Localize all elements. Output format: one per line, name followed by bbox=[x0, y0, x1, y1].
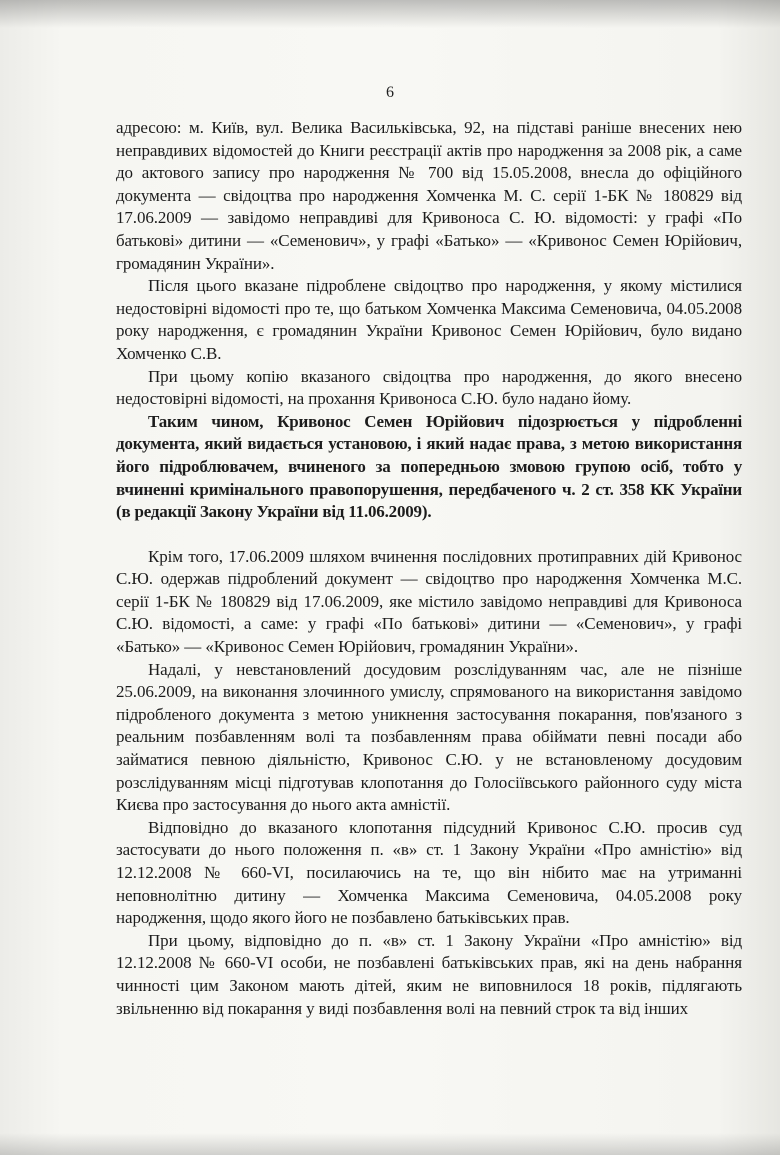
paragraph-7: Відповідно до вказаного клопотання підсудний Кривонос С.Ю. просив суд застосувати до нього положення п. «в» ст. 1 Закону України «Про амністію» від 12.12.2008 № 660-VI, посилаючись на те, що він нібито має на утриманні неповнолітню дитину — Хомченка Максима Семеновича, 04.05.2008 року народження, щодо якого його не позбавлено батьківських прав. bbox=[116, 817, 742, 928]
paragraph-conclusion-bold: Таким чином, Кривонос Семен Юрійович підозрюється у підробленні документа, який видається установою, і який надає права, з метою використання його підроблювачем, вчиненого за попередньою змовою групою осіб, тобто у вчиненні кримінального правопорушення, передбаченого ч. 2 ст. 358 КК України (в редакції Закону України від 11.06.2009). bbox=[116, 411, 742, 522]
paragraph-5: Крім того, 17.06.2009 шляхом вчинення послідовних протиправних дій Кривонос С.Ю. одержав підроблений документ — свідоцтво про народження Хомченка М.С. серії 1-БК № 180829 від 17.06.2009, яке містило завідомо неправдиві для Кривоноса С.Ю. відомості, а саме: у графі «По батькові» дитини — «Семенович», у графі «Батько» — «Кривонос Семен Юрійович, громадянин України». bbox=[116, 546, 742, 657]
document-body bbox=[116, 117, 742, 1020]
paragraph-2: Після цього вказане підроблене свідоцтво про народження, у якому містилися недостовірні відомості про те, що батьком Хомченка Максима Семеновича, 04.05.2008 року народження, є громадянин України Кривонос Семен Юрійович, було видано Хомченко С.В. bbox=[116, 276, 742, 363]
scan-shadow-top bbox=[0, 0, 780, 28]
paragraph-1: адресою: м. Київ, вул. Велика Васильківська, 92, на підставі раніше внесених нею неправдивих відомостей до Книги реєстрації актів про народження за 2008 рік, а саме до актового запису про народження № 700 від 15.05.2008, внесла до офіційного документа — свідоцтва про народження Хомченка М. С. серії 1-БК № 180829 від 17.06.2009 — завідомо неправдиві для Кривоноса С. Ю. відомості: у графі «По батькові» дитини — «Семенович», у графі «Батько» — «Кривонос Семен Юрійович, громадянин України». bbox=[116, 118, 742, 273]
page-number: 6 bbox=[386, 84, 394, 101]
paragraph-8: При цьому, відповідно до п. «в» ст. 1 Закону України «Про амністію» від 12.12.2008 № 660-VI особи, не позбавлені батьківських прав, які на день набрання чинності цим Законом мають дітей, яким не виповнилося 18 років, підлягають звільненню від покарання у виді позбавлення волі на певний строк та від інших bbox=[116, 930, 742, 1018]
scan-shadow-bottom bbox=[0, 1133, 780, 1155]
paragraph-3: При цьому копію вказаного свідоцтва про народження, до якого внесено недостовірні відомості, на прохання Кривоноса С.Ю. було надано йому. bbox=[116, 366, 742, 409]
paragraph-6: Надалі, у невстановлений досудовим розслідуванням час, але не пізніше 25.06.2009, на виконання злочинного умислу, спрямованого на використання завідомо підробленого документа з метою уникнення застосування покарання, пов'язаного з реальним позбавленням волі та позбавленням права обіймати певні посади або займатися певною діяльністю, Кривонос С.Ю. у не встановленому досудовим розслідуванням місці підготував клопотання до Голосіївського районного суду міста Києва про застосування до нього акта амністії. bbox=[116, 659, 742, 815]
